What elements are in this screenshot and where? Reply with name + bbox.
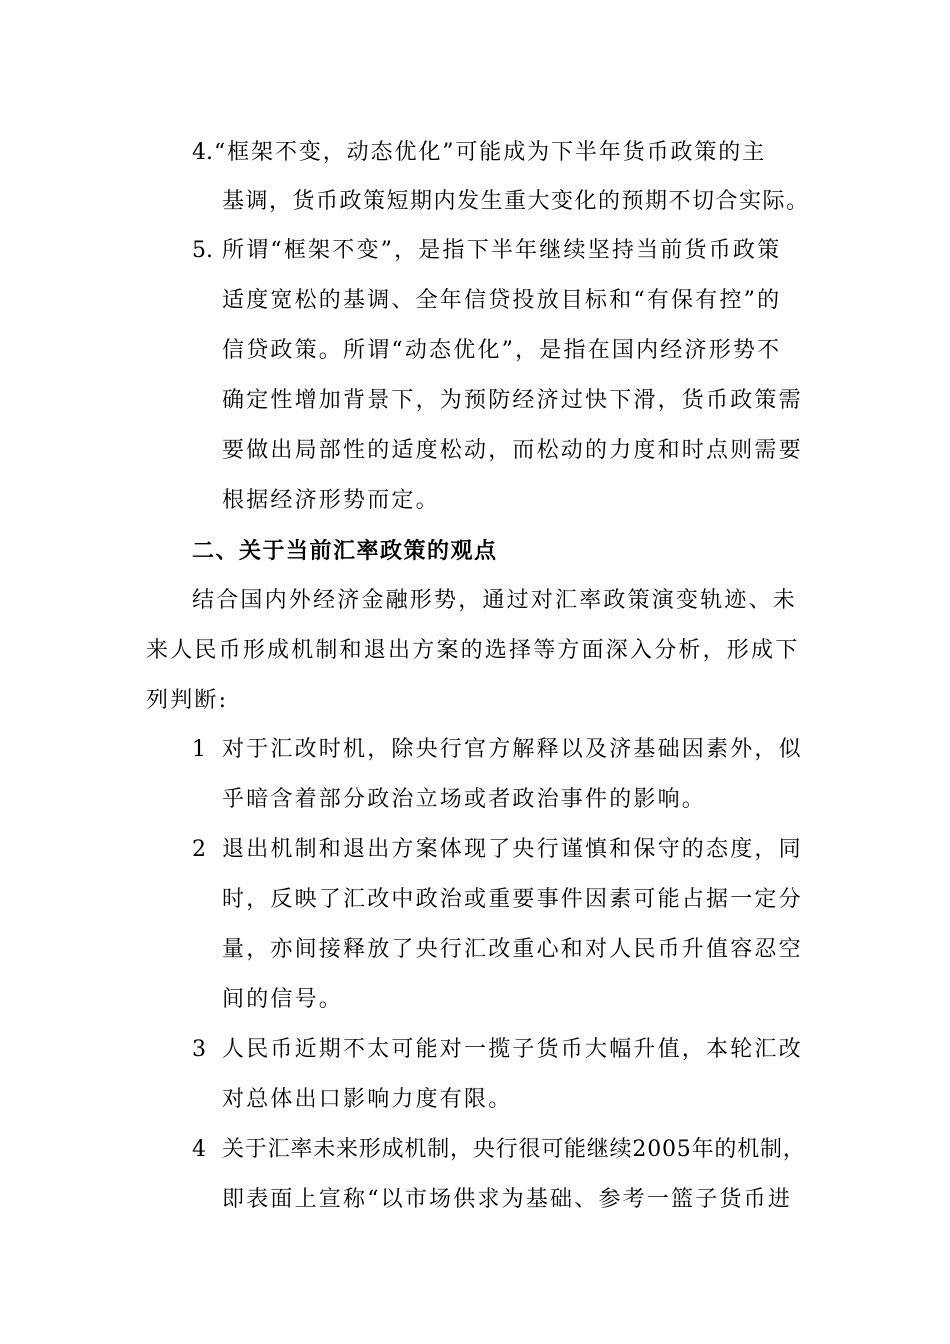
paragraph-line: “框架不变，动态优化”可能成为下半年货币政策的主: [214, 140, 767, 165]
paragraph-line: 关于汇率未来形成机制，央行很可能继续2005年的机制，: [222, 1137, 806, 1162]
paragraph-line: 时，反映了汇改中政治或重要事件因素可能占据一定分: [222, 887, 803, 912]
paragraph-line: 要做出局部性的适度松动，而松动的力度和时点则需要: [222, 438, 803, 463]
paragraph-line: 人民币近期不太可能对一揽子货币大幅升值，本轮汇改: [222, 1037, 803, 1062]
paragraph-line: 根据经济形势而定。: [222, 488, 440, 513]
paragraph-line: 间的信号。: [222, 987, 344, 1012]
paragraph-line: 对总体出口影响力度有限。: [222, 1087, 513, 1112]
paragraph-line: 对于汇改时机，除央行官方解释以及济基础因素外，似: [222, 737, 803, 762]
paragraph-line: 确定性增加背景下，为预防经济过快下滑，货币政策需: [222, 388, 803, 413]
list-number: 5.: [192, 238, 213, 263]
paragraph-line: 适度宽松的基调、全年信贷投放目标和“有保有控”的: [222, 288, 782, 313]
paragraph-line: 列判断:: [146, 688, 229, 713]
paragraph-line: 乎暗含着部分政治立场或者政治事件的影响。: [222, 787, 707, 812]
paragraph-line: 所谓“框架不变”，是指下半年继续坚持当前货币政策: [222, 238, 782, 263]
list-number: 4.: [192, 140, 213, 165]
paragraph-line: 基调，货币政策短期内发生重大变化的预期不切合实际。: [222, 189, 810, 214]
paragraph-line: 量，亦间接释放了央行汇改重心和对人民币升值容忍空: [222, 937, 803, 962]
paragraph-line: 来人民币形成机制和退出方案的选择等方面深入分析，形成下: [146, 638, 800, 663]
paragraph-line: 信贷政策。所谓“动态优化”，是指在国内经济形势不: [222, 338, 782, 363]
list-number: 2: [192, 837, 206, 862]
paragraph-line: 退出机制和退出方案体现了央行谨慎和保守的态度，同: [222, 837, 803, 862]
paragraph-line: 即表面上宣称“以市场供求为基础、参考一篮子货币进: [222, 1187, 793, 1212]
list-number: 3: [192, 1037, 206, 1062]
section-heading: 二、关于当前汇率政策的观点: [192, 538, 498, 564]
list-number: 1: [192, 737, 206, 762]
paragraph-line: 结合国内外经济金融形势，通过对汇率政策演变轨迹、未: [192, 588, 798, 613]
list-number: 4: [192, 1137, 206, 1162]
